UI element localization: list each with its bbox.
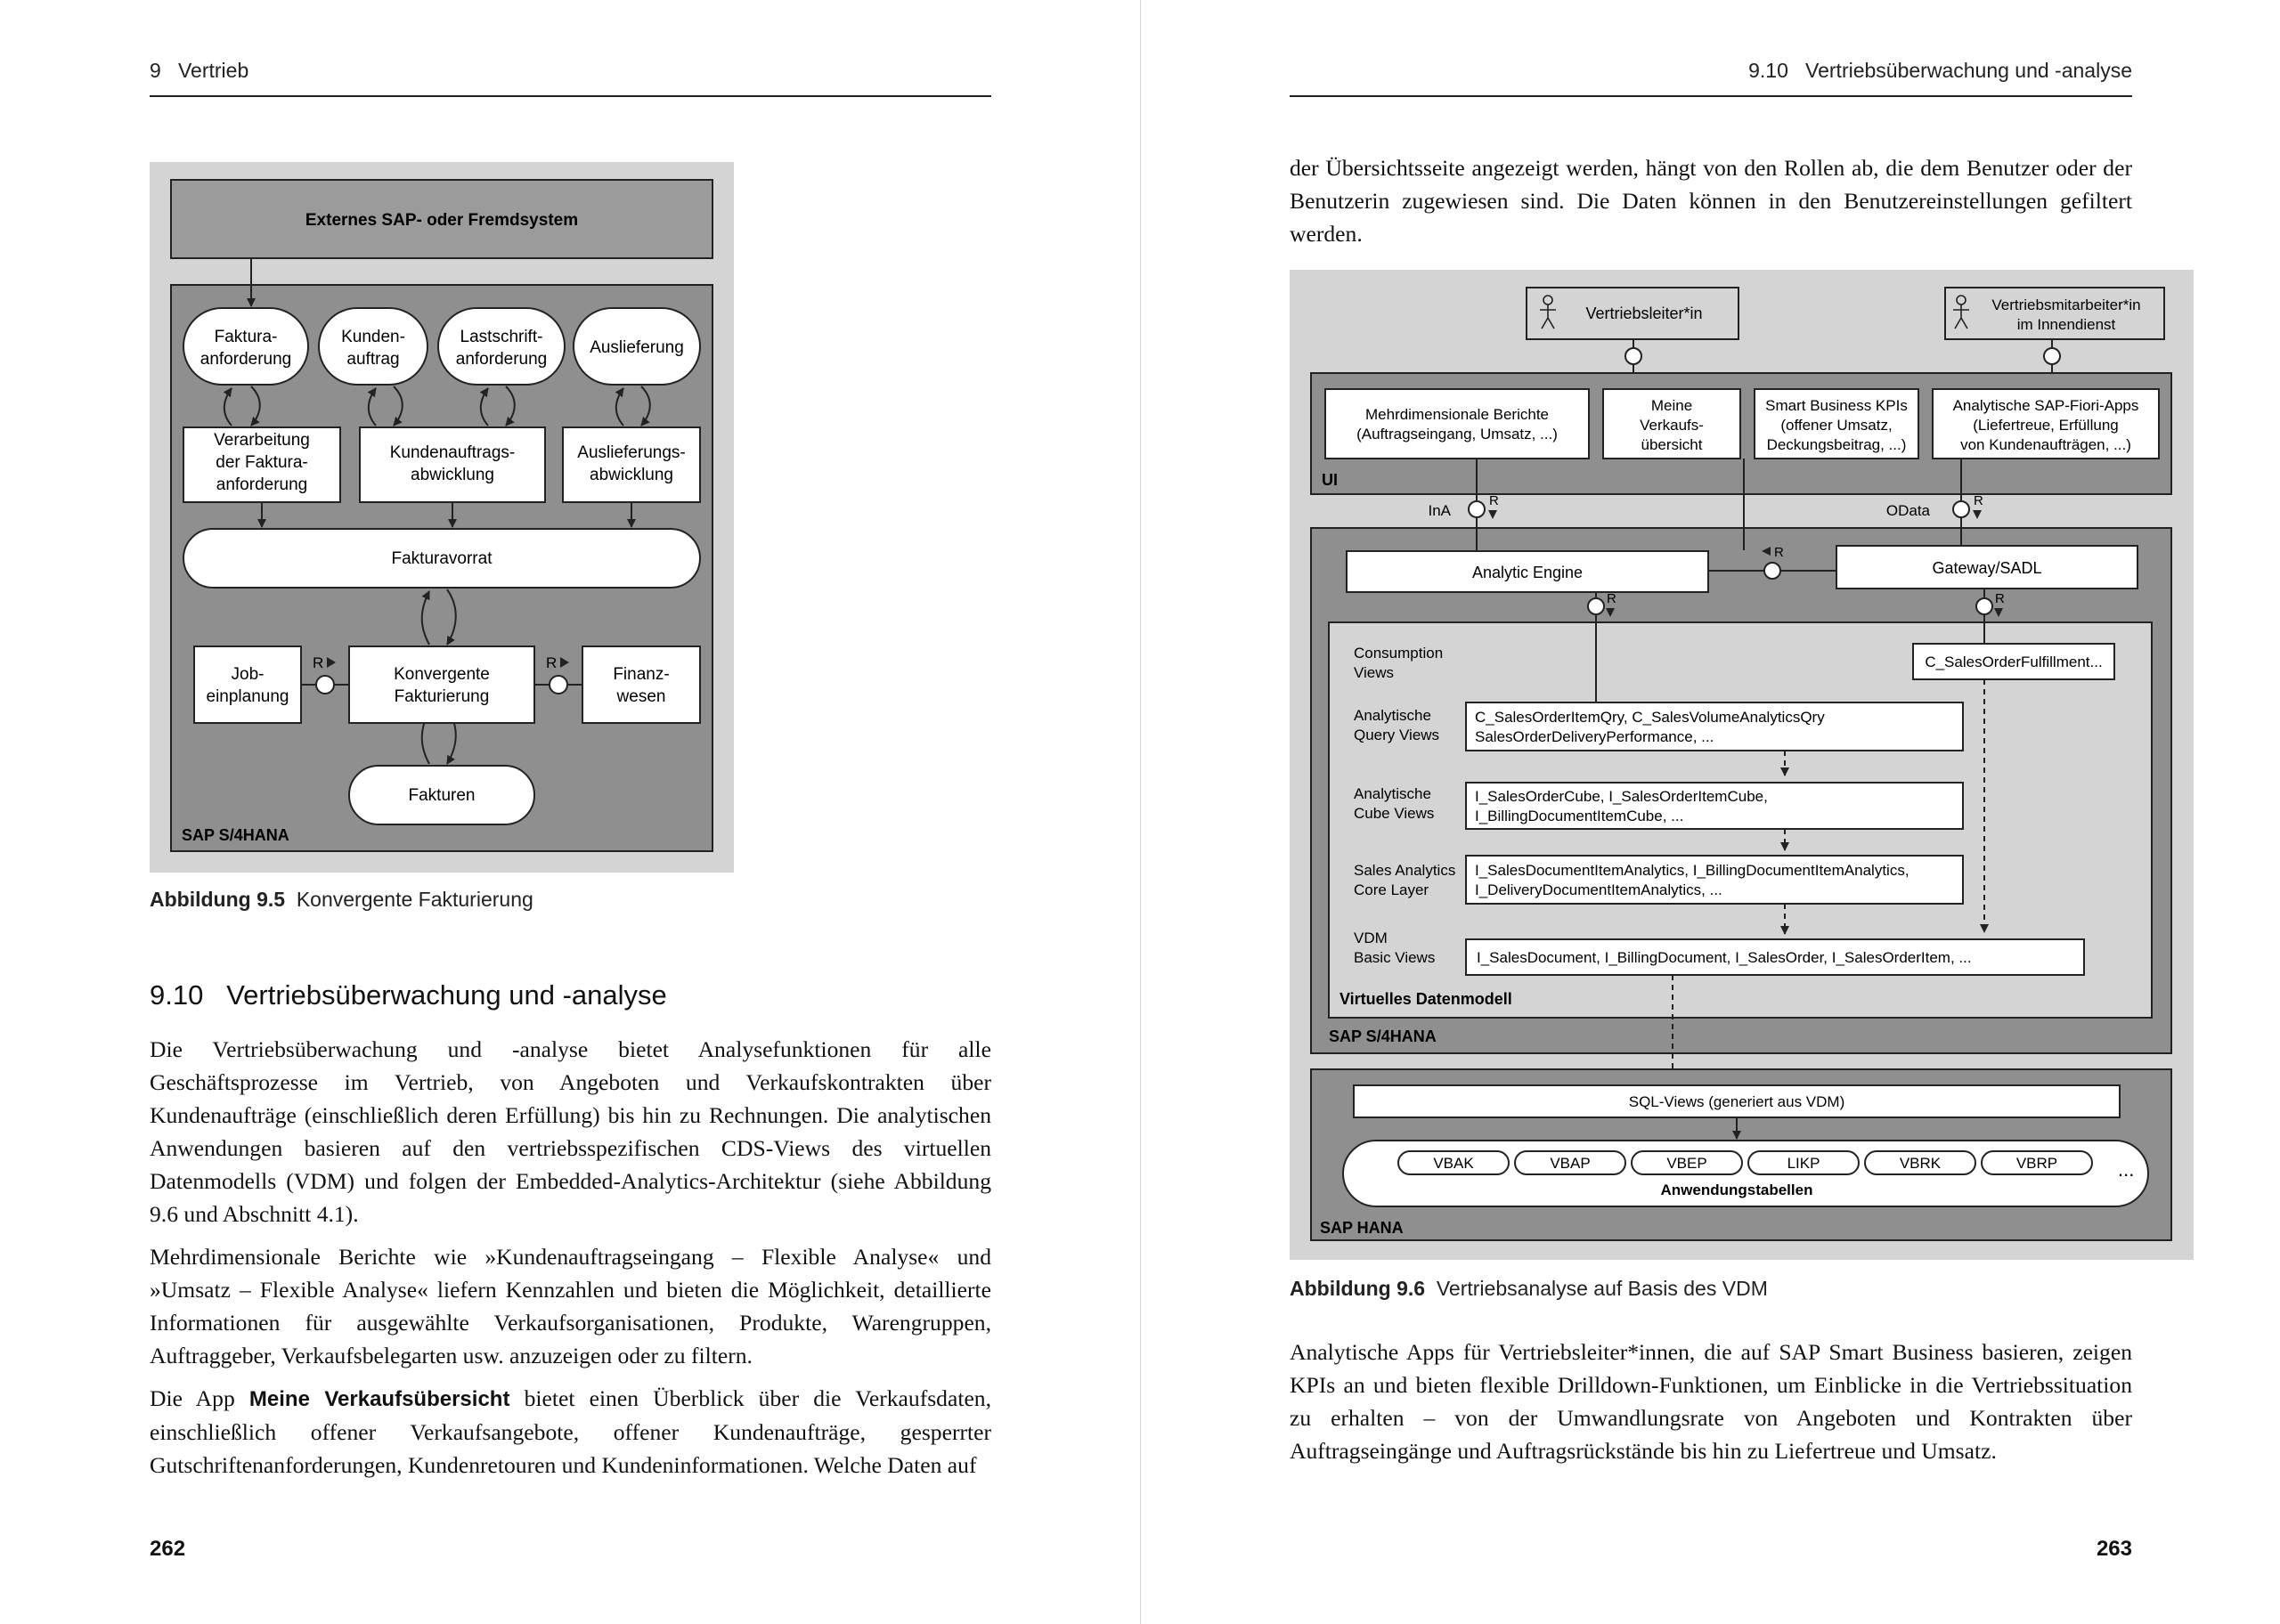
figure-vertriebsanalyse-vdm xyxy=(1290,270,2194,1260)
svg-text:I_SalesDocumentItemAnalytics,: I_SalesDocumentItemAnalytics, I_BillingDocumentItemAnalytics, xyxy=(1475,862,1910,879)
request-label: R xyxy=(546,654,558,671)
table-name: VBRK xyxy=(1899,1155,1942,1172)
section-title: Vertriebsüberwachung und -analyse xyxy=(1805,59,2132,82)
caption-text: Vertriebsanalyse auf Basis des VDM xyxy=(1436,1277,1768,1300)
header-rule xyxy=(150,95,991,97)
figure-caption-9-6 xyxy=(1290,1277,1768,1301)
ui-smart-business-kpis xyxy=(1755,389,1918,459)
app-name-highlight: Meine Verkaufsübersicht xyxy=(248,1387,510,1411)
svg-text:Basic Views: Basic Views xyxy=(1354,949,1436,966)
request-label: R xyxy=(1774,545,1784,560)
table-name: VBAP xyxy=(1550,1155,1591,1172)
request-label: R xyxy=(313,654,324,671)
paragraph: der Übersichtsseite angezeigt werden, hängt von den Rollen ab, die dem Benutzer oder der Benutzerin zugewiesen sind. Die Daten können in den Benutzereinstellungen gefiltert werden. xyxy=(1290,155,2132,247)
svg-text:Auslieferungs-: Auslieferungs- xyxy=(577,443,686,462)
svg-text:(Liefertreue, Erfüllung: (Liefertreue, Erfüllung xyxy=(1973,417,2119,434)
channel-circle xyxy=(1764,563,1780,579)
channel-circle xyxy=(2044,348,2060,364)
role-vertriebsmitarbeiter xyxy=(1945,288,2164,339)
svg-text:Fakturierung: Fakturierung xyxy=(394,687,490,706)
sql-views-box xyxy=(1354,1085,2120,1117)
external-system-label: Externes SAP- oder Fremdsystem xyxy=(305,211,579,230)
s4hana-label: SAP S/4HANA xyxy=(1329,1027,1437,1045)
store-fakturen xyxy=(349,766,534,824)
figure-konvergente-fakturierung xyxy=(150,162,734,873)
document-kundenauftrag xyxy=(319,308,428,385)
svg-text:Faktura-: Faktura- xyxy=(214,328,278,346)
chapter-number: 9 xyxy=(150,59,161,82)
svg-text:I_SalesOrderCube, I_SalesOrder: I_SalesOrderCube, I_SalesOrderItemCube, xyxy=(1475,788,1768,805)
page-number-right: 263 xyxy=(2096,1537,2132,1561)
view-basic-views xyxy=(1466,939,2084,975)
document-faktura-anforderung xyxy=(183,308,308,385)
caption-text: Konvergente Fakturierung xyxy=(296,888,533,911)
svg-text:Mehrdimensionale Berichte: Mehrdimensionale Berichte xyxy=(1365,406,1549,423)
analytic-engine-box xyxy=(1347,551,1708,592)
caption-number: Abbildung 9.5 xyxy=(150,888,286,911)
ui-meine-verkaufsuebersicht xyxy=(1603,389,1740,459)
svg-text:I_DeliveryDocumentItemAnalytic: I_DeliveryDocumentItemAnalytics, ... xyxy=(1475,881,1722,898)
channel-circle xyxy=(316,676,334,694)
svg-text:Cube Views: Cube Views xyxy=(1354,805,1435,822)
svg-text:Core Layer: Core Layer xyxy=(1354,881,1429,898)
svg-text:von Kundenaufträgen, ...): von Kundenaufträgen, ...) xyxy=(1960,436,2131,453)
svg-text:VDM: VDM xyxy=(1354,930,1388,946)
svg-text:der Faktura-: der Faktura- xyxy=(216,453,308,472)
paragraph: Die Vertriebsüberwachung und -analyse bietet Analysefunktionen für alle Geschäftsprozesse im Vertrieb, von Angeboten und Verkaufskontrakten über Kundenaufträge (einschließlich deren Erfüllung) bis hin zu Rechnungen. Die analytischen Anwendungen basieren auf den vertriebsspezifischen CDS-Views des virtuellen Datenmodells (VDM) und folgen der Embedded-Analytics-Architektur (siehe Abbildung 9.6 und Abschnitt 4.1). xyxy=(150,1036,991,1227)
channel-circle xyxy=(1625,348,1641,364)
svg-text:C_SalesOrderFulfillment...: C_SalesOrderFulfillment... xyxy=(1925,654,2103,670)
svg-text:Analytische: Analytische xyxy=(1354,707,1431,724)
ina-label: InA xyxy=(1428,502,1451,519)
request-label: R xyxy=(1995,591,2005,606)
svg-text:anforderung: anforderung xyxy=(216,475,308,494)
svg-text:(Auftragseingang, Umsatz, ...): (Auftragseingang, Umsatz, ...) xyxy=(1356,426,1558,443)
table-name: VBRP xyxy=(2015,1155,2058,1172)
ui-analytische-fiori-apps xyxy=(1933,389,2159,459)
svg-text:Anwendungstabellen: Anwendungstabellen xyxy=(1660,1181,1813,1198)
svg-text:Job-: Job- xyxy=(231,665,265,684)
svg-text:Sales Analytics: Sales Analytics xyxy=(1354,862,1456,879)
svg-text:I_BillingDocumentItemCube, ...: I_BillingDocumentItemCube, ... xyxy=(1475,808,1684,824)
svg-text:Consumption: Consumption xyxy=(1354,645,1444,662)
right-body-text-top xyxy=(1290,151,2132,260)
request-label: R xyxy=(1489,493,1499,508)
svg-text:Smart Business KPIs: Smart Business KPIs xyxy=(1765,397,1908,414)
view-core-layer xyxy=(1466,856,1963,904)
request-label: R xyxy=(1607,591,1616,606)
paragraph: Die App Meine Verkaufsübersicht bietet einen Überblick über die Verkaufsdaten, einschließlich offener Verkaufsangebote, offener Kundenaufträge, gesperrter Gutschriftenanforderungen, Kundenretouren und Kundeninformationen. Welche Daten auf xyxy=(150,1385,992,1478)
svg-text:Auslieferung: Auslieferung xyxy=(590,338,684,357)
document-lastschrift-anforderung xyxy=(438,308,565,385)
svg-text:im Innendienst: im Innendienst xyxy=(2016,316,2116,333)
svg-text:Kunden-: Kunden- xyxy=(341,328,405,346)
section-number: 9.10 xyxy=(1748,59,1788,82)
figure-caption-9-5 xyxy=(150,888,533,912)
svg-text:Analytische: Analytische xyxy=(1354,785,1431,802)
svg-text:anforderung: anforderung xyxy=(200,350,292,369)
channel-circle xyxy=(550,676,567,694)
svg-text:Fakturen: Fakturen xyxy=(408,786,476,805)
tables-more: ... xyxy=(2118,1158,2135,1181)
view-query-views xyxy=(1466,702,1963,751)
table-name: VBEP xyxy=(1666,1155,1707,1172)
left-body-text xyxy=(150,1033,991,1491)
gateway-sadl-box xyxy=(1836,546,2138,589)
section-title: Vertriebsüberwachung und -analyse xyxy=(226,979,667,1011)
svg-text:I_SalesDocument, I_BillingDocu: I_SalesDocument, I_BillingDocument, I_SalesOrder, I_SalesOrderItem, ... xyxy=(1477,949,1972,966)
svg-text:Finanz-: Finanz- xyxy=(613,665,670,684)
svg-text:einplanung: einplanung xyxy=(206,687,289,706)
hana-label: SAP HANA xyxy=(1320,1219,1404,1237)
svg-text:abwicklung: abwicklung xyxy=(590,466,673,484)
odata-circle xyxy=(1953,501,1969,517)
svg-text:Konvergente: Konvergente xyxy=(394,665,490,684)
svg-text:C_SalesOrderItemQry, C_SalesVo: C_SalesOrderItemQry, C_SalesVolumeAnalyticsQry xyxy=(1475,709,1825,726)
svg-text:Views: Views xyxy=(1354,664,1395,681)
svg-text:abwicklung: abwicklung xyxy=(411,466,494,484)
section-heading xyxy=(150,979,667,1011)
document-auslieferung xyxy=(574,308,700,385)
right-page xyxy=(1141,0,2280,1624)
ui-layer-label: UI xyxy=(1322,471,1338,489)
ina-circle xyxy=(1469,501,1485,517)
header-rule xyxy=(1290,95,2132,97)
svg-text:Analytische SAP-Fiori-Apps: Analytische SAP-Fiori-Apps xyxy=(1952,397,2139,414)
view-cube-views xyxy=(1466,783,1963,829)
svg-text:Analytic Engine: Analytic Engine xyxy=(1471,564,1584,581)
svg-text:Deckungsbeitrag, ...): Deckungsbeitrag, ...) xyxy=(1766,436,1907,453)
svg-text:Verarbeitung: Verarbeitung xyxy=(214,431,310,450)
svg-text:SQL-Views (generiert aus VDM): SQL-Views (generiert aus VDM) xyxy=(1628,1093,1845,1110)
svg-text:anforderung: anforderung xyxy=(455,350,548,369)
process-finanzwesen xyxy=(582,646,700,723)
system-label-s4hana: SAP S/4HANA xyxy=(182,826,289,844)
svg-text:auftrag: auftrag xyxy=(346,350,400,369)
process-jobeinplanung xyxy=(194,646,301,723)
process-verarbeitung-faktura xyxy=(183,427,340,502)
caption-number: Abbildung 9.6 xyxy=(1290,1277,1426,1300)
svg-text:SalesOrderDeliveryPerformance,: SalesOrderDeliveryPerformance, ... xyxy=(1475,728,1714,745)
svg-text:wesen: wesen xyxy=(616,687,666,706)
table-name: VBAK xyxy=(1433,1155,1474,1172)
running-head-left xyxy=(150,59,248,83)
svg-text:Vertriebsmitarbeiter*in: Vertriebsmitarbeiter*in xyxy=(1991,296,2141,313)
process-kundenauftragsabwicklung xyxy=(360,427,545,502)
request-label: R xyxy=(1974,493,1983,508)
paragraph: Mehrdimensionale Berichte wie »Kundenauftragseingang – Flexible Analyse« und »Umsatz – Flexible Analyse« liefern Kennzahlen und bieten die Möglichkeit, detaillierte Informationen für ausgewählte Verkaufsorganisationen, Produkte, Warengruppen, Auftraggeber, Verkaufsbelegarten usw. anzuzeigen oder zu filtern. xyxy=(150,1244,991,1368)
svg-text:Query Views: Query Views xyxy=(1354,727,1440,743)
section-number: 9.10 xyxy=(150,979,204,1011)
svg-text:Meine: Meine xyxy=(1650,397,1693,414)
store-fakturavorrat xyxy=(183,529,700,588)
chapter-title: Vertrieb xyxy=(177,59,249,82)
odata-label: OData xyxy=(1885,502,1930,519)
vdm-label: Virtuelles Datenmodell xyxy=(1340,990,1512,1008)
process-auslieferungsabwicklung xyxy=(563,427,700,502)
svg-text:Verkaufs-: Verkaufs- xyxy=(1640,417,1704,434)
channel-circle xyxy=(1588,598,1604,614)
ui-mehrdimensionale-berichte xyxy=(1325,389,1589,459)
right-body-text-bottom xyxy=(1290,1336,2132,1477)
view-c-salesorderfulfillment xyxy=(1913,644,2114,679)
process-konvergente-fakturierung xyxy=(349,646,534,723)
paragraph: Analytische Apps für Vertriebsleiter*innen, die auf SAP Smart Business basieren, zeigen KPIs an und bieten flexible Drilldown-Funktionen, um Einblicke in die Vertriebssituation zu erhalten – von der Umwandlungsrate von Angeboten und Kontrakten über Auftragseingänge und Auftragsrückstände bis hin zu Liefertreue und Umsatz. xyxy=(1290,1339,2132,1464)
svg-text:Vertriebsleiter*in: Vertriebsleiter*in xyxy=(1585,304,1703,322)
page-number-left: 262 xyxy=(150,1537,186,1561)
svg-text:Gateway/SADL: Gateway/SADL xyxy=(1932,559,2042,577)
running-head-right xyxy=(1748,59,2132,83)
application-tables xyxy=(1343,1141,2148,1206)
svg-text:(offener Umsatz,: (offener Umsatz, xyxy=(1780,417,1893,434)
svg-text:Lastschrift-: Lastschrift- xyxy=(460,328,543,346)
role-vertriebsleiter xyxy=(1527,288,1738,339)
table-name: LIKP xyxy=(1787,1155,1820,1172)
svg-text:übersicht: übersicht xyxy=(1641,436,1703,453)
svg-text:Fakturavorrat: Fakturavorrat xyxy=(391,549,493,568)
channel-circle xyxy=(1976,598,1992,614)
svg-text:Kundenauftrags-: Kundenauftrags- xyxy=(389,443,516,462)
